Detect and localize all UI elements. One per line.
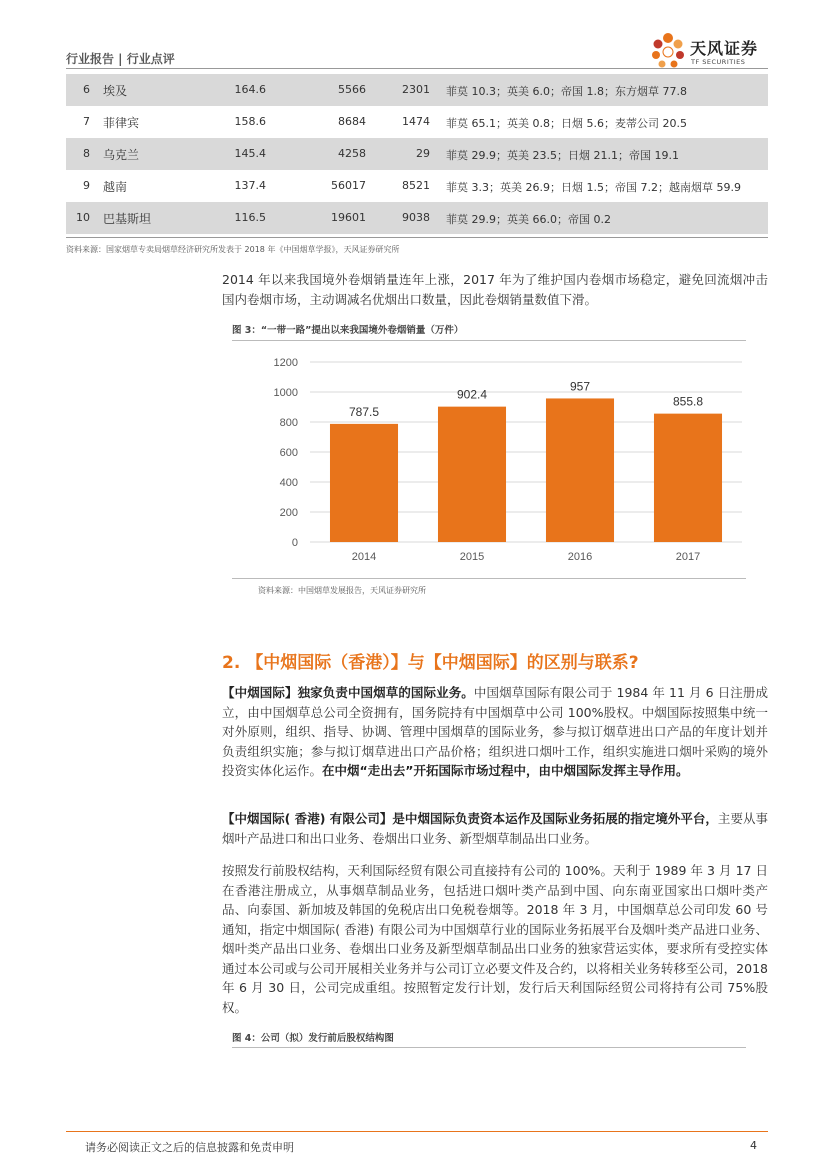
cell-rank: 9: [83, 179, 90, 192]
table-row: [66, 170, 768, 202]
y-tick-label: 400: [279, 477, 298, 489]
cell-value-2: 19601: [331, 211, 366, 224]
footer-divider: [66, 1131, 768, 1132]
cell-rank: 10: [76, 211, 90, 224]
paragraph-1-conclusion: 在中烟“走出去”开拓国际市场过程中，由中烟国际发挥主导作用。: [322, 763, 689, 778]
cell-rank: 8: [83, 147, 90, 160]
cell-market-share: 菲莫 10.3；英美 6.0；帝国 1.8；东方烟草 77.8: [446, 85, 687, 98]
section-paragraph-3: 按照发行前股权结构，天利国际经贸有限公司直接持有公司的 100%。天利于 1989 年 3 月 17 日在香港注册成立，从事烟草制品业务，包括进口烟叶类产品到中国、向东南亚国家出口烟叶类产品、向泰国、新加坡及韩国的免税店出口免税卷烟等。2018 年 3 月，中国烟草总公司印发 60 号通知，指定中烟国际( 香港) 有限公司为中国烟草行业的国际业务拓展平台及烟叶类产品进口业务、烟叶类产品出口业务、卷烟出口业务及新型烟草制品出口业务的独家营运实体，要求所有受控实体通过本公司或与公司开展相关业务并与公司订立必要文件及合约，以将相关业务转移至公司，2018 年 6 月 30 日，公司完成重组。按照暂定发行计划，发行后天利国际经贸公司将持有公司 75%股权。: [222, 863, 768, 1015]
bar: [546, 398, 614, 542]
header-title: 行业报告 | 行业点评: [66, 52, 175, 66]
intro-paragraph: 2014 年以来我国境外卷烟销量连年上涨，2017 年为了维护国内卷烟市场稳定，避免回流烟冲击国内卷烟市场，主动调减名优烟出口数量，因此卷烟销量数值下滑。: [222, 272, 768, 307]
data-label: 902.4: [456, 387, 488, 402]
cell-value-1: 158.6: [234, 115, 266, 128]
data-label: 787.5: [348, 404, 380, 419]
cell-value-1: 145.4: [234, 147, 266, 160]
table-bottom-border: [66, 237, 768, 238]
figure-3-title: 图 3：“一带一路”提出以来我国境外卷烟销量（万件）: [232, 325, 464, 336]
cell-value-2: 56017: [331, 179, 366, 192]
x-tick-label: 2015: [459, 551, 485, 563]
x-tick-label: 2014: [351, 551, 377, 563]
figure-3-top-line: [232, 340, 746, 341]
bar: [654, 414, 722, 542]
y-tick-label: 1200: [273, 357, 298, 369]
company-logo: [648, 30, 778, 74]
figure-4-title: 图 4：公司（拟）发行前后股权结构图: [232, 1033, 394, 1044]
logo-flower-icon: [648, 30, 688, 74]
bar: [330, 424, 398, 542]
x-tick-label: 2017: [675, 551, 701, 563]
footer-disclaimer: 请务必阅读正文之后的信息披露和免责申明: [85, 1141, 294, 1154]
cell-country: 越南: [103, 180, 128, 194]
bar-chart: [232, 345, 746, 570]
paragraph-1-body: 中国烟草国际有限公司于 1984 年 11 月 6 日注册成立，由中国烟草总公司全资拥有，国务院持有中国烟草中公司 100%股权。中烟国际按照集中统一对外原则，组织、指导、协调、管理中国烟草的国际业务，参与拟订烟草进出口产品的年度计划并负责组织实施；参与拟订烟草进出口产品价格；组织进口烟叶工作，组织实施进口烟叶采购的境外投资实体化运作。: [222, 685, 768, 778]
cell-value-3: 29: [416, 147, 430, 160]
cell-value-1: 116.5: [234, 211, 266, 224]
figure-3-bottom-line: [232, 578, 746, 579]
data-label: 957: [569, 379, 591, 394]
cell-country: 乌克兰: [103, 148, 140, 162]
cell-market-share: 菲莫 3.3；英美 26.9；日烟 1.5；帝国 7.2；越南烟草 59.9: [446, 181, 741, 194]
section-title: 2. 【中烟国际（香港）】与【中烟国际】的区别与联系?: [222, 653, 639, 673]
table-row: [66, 74, 768, 106]
paragraph-2-lead: 【中烟国际( 香港) 有限公司】是中烟国际负责资本运作及国际业务拓展的指定境外平台，: [222, 811, 718, 826]
cell-rank: 7: [83, 115, 90, 128]
page-number: 4: [750, 1139, 757, 1152]
cell-country: 菲律宾: [103, 116, 140, 130]
logo-subtitle: TF SECURITIES: [691, 58, 746, 66]
figure-3-source: 资料来源：中国烟草发展报告，天风证券研究所: [258, 586, 426, 595]
cell-rank: 6: [83, 83, 90, 96]
logo-name: 天风证券: [690, 39, 759, 58]
table-row: [66, 106, 768, 138]
cell-market-share: 菲莫 65.1；英美 0.8；日烟 5.6；麦蒂公司 20.5: [446, 117, 687, 130]
y-tick-label: 600: [279, 447, 298, 459]
paragraph-1-lead: 【中烟国际】独家负责中国烟草的国际业务。: [222, 685, 474, 700]
data-label: 855.8: [672, 394, 704, 409]
section-paragraph-2: [222, 809, 768, 848]
y-tick-label: 1000: [273, 387, 298, 399]
cell-market-share: 菲莫 29.9；英美 66.0；帝国 0.2: [446, 213, 611, 226]
section-paragraph-1: [222, 683, 768, 781]
x-tick-label: 2016: [567, 551, 593, 563]
cell-value-3: 8521: [402, 179, 430, 192]
cell-value-3: 9038: [402, 211, 430, 224]
y-tick-label: 800: [279, 417, 298, 429]
figure-4-top-line: [232, 1047, 746, 1048]
y-tick-label: 0: [291, 537, 298, 549]
cell-country: 巴基斯坦: [103, 212, 152, 226]
table-row: [66, 138, 768, 170]
y-tick-label: 200: [279, 507, 298, 519]
cell-value-2: 5566: [338, 83, 366, 96]
cell-value-3: 2301: [402, 83, 430, 96]
cell-value-2: 4258: [338, 147, 366, 160]
table-row: [66, 202, 768, 234]
cell-value-2: 8684: [338, 115, 366, 128]
cell-country: 埃及: [103, 84, 128, 98]
cell-value-1: 137.4: [234, 179, 266, 192]
table-source: 资料来源：国家烟草专卖局烟草经济研究所发表于 2018 年《中国烟草学报》，天风证券研究所: [66, 245, 400, 254]
cell-value-3: 1474: [402, 115, 430, 128]
bar: [438, 407, 506, 542]
cell-market-share: 菲莫 29.9；英美 23.5；日烟 21.1；帝国 19.1: [446, 149, 679, 162]
paragraph-2-body: 主要从事烟叶产品进口和出口业务、卷烟出口业务、新型烟草制品出口业务。: [222, 811, 768, 846]
cell-value-1: 164.6: [234, 83, 266, 96]
